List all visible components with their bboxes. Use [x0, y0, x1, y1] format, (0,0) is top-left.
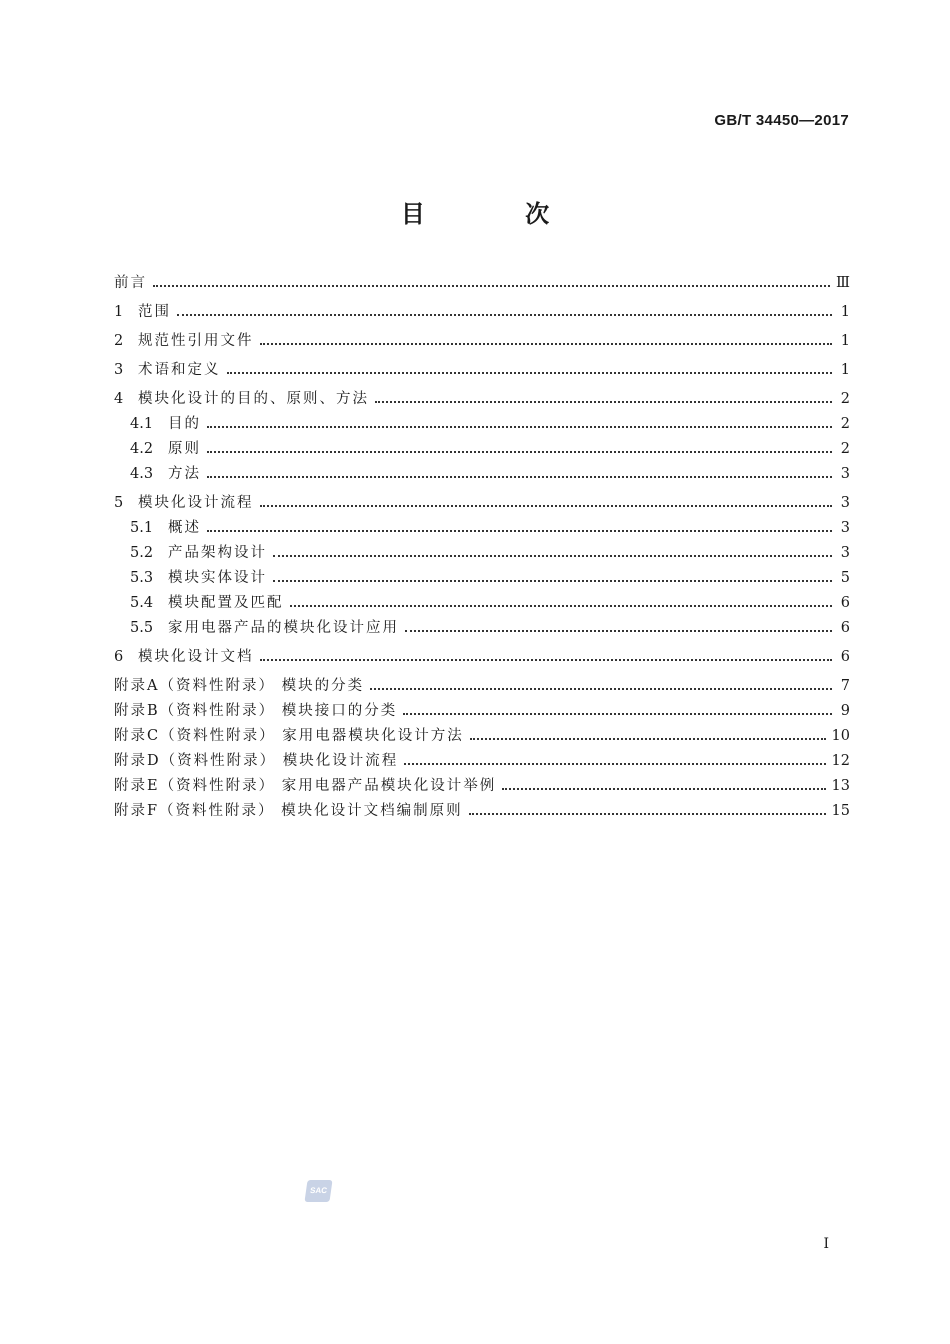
toc-entry-number: 4.1: [130, 416, 154, 432]
toc-leader-dots: [260, 343, 833, 345]
toc-leader-dots: [260, 659, 833, 661]
toc-entry-page: 3: [840, 545, 850, 561]
toc-leader-dots: [207, 530, 832, 532]
toc-leader-dots: [375, 401, 832, 403]
toc-leader-dots: [260, 505, 833, 507]
toc-entry-number: 2: [114, 333, 124, 349]
standard-code: GB/T 34450—2017: [714, 112, 849, 129]
toc-entry-page: 2: [840, 416, 850, 432]
toc-entry-page: 2: [840, 441, 850, 457]
toc-entry-page: 10: [831, 728, 850, 744]
toc-entry-page: 1: [840, 362, 850, 378]
toc-title: 目 次: [400, 200, 596, 228]
toc-entry[interactable]: [114, 541, 850, 566]
toc-entry-number: 5: [114, 495, 124, 511]
toc-leader-dots: [177, 314, 832, 316]
toc-leader-dots: [207, 451, 832, 453]
toc-entry-label: 附录D（资料性附录） 模块化设计流程: [114, 753, 399, 769]
toc-entry[interactable]: [114, 616, 850, 641]
toc-entry-page: 1: [840, 333, 850, 349]
toc-entry-label: 术语和定义: [138, 362, 221, 378]
toc-entry-page: 7: [840, 678, 850, 694]
toc-entry[interactable]: [114, 645, 850, 670]
toc-entry-number: 4: [114, 391, 124, 407]
toc-entry-label: 概述: [168, 520, 201, 536]
toc-leader-dots: [403, 713, 832, 715]
toc-leader-dots: [405, 630, 832, 632]
toc-entry-label: 家用电器产品的模块化设计应用: [168, 620, 399, 636]
toc-entry-number: 4.2: [130, 441, 154, 457]
toc-leader-dots: [273, 555, 832, 557]
toc-entry[interactable]: [114, 699, 850, 724]
toc-entry[interactable]: [114, 591, 850, 616]
toc-entry-label: 模块化设计流程: [138, 495, 254, 511]
toc-entry-page: 15: [831, 803, 850, 819]
toc-leader-dots: [470, 738, 826, 740]
toc-entry-label: 模块实体设计: [168, 570, 267, 586]
toc-leader-dots: [290, 605, 833, 607]
toc-leader-dots: [502, 788, 825, 790]
toc-entry-label: 模块配置及匹配: [168, 595, 284, 611]
toc-entry[interactable]: [114, 358, 850, 383]
toc-entry-label: 附录B（资料性附录） 模块接口的分类: [114, 703, 398, 719]
toc-entry-page: 2: [840, 391, 850, 407]
toc-entry[interactable]: [114, 271, 850, 296]
page-number: I: [823, 1236, 829, 1252]
toc-entry[interactable]: [114, 491, 850, 516]
toc-leader-dots: [153, 285, 830, 287]
toc-entry-label: 方法: [168, 466, 201, 482]
toc-entry-label: 附录A（资料性附录） 模块的分类: [114, 678, 365, 694]
toc-entry-number: 5.5: [130, 620, 154, 636]
toc-entry-label: 目的: [168, 416, 201, 432]
toc-entry-number: 3: [114, 362, 124, 378]
toc-entry-label: 模块化设计文档: [138, 649, 254, 665]
toc-entry-label: 附录C（资料性附录） 家用电器模块化设计方法: [114, 728, 464, 744]
toc-entry[interactable]: [114, 799, 850, 824]
toc-entry[interactable]: [114, 774, 850, 799]
toc-entry-label: 原则: [168, 441, 201, 457]
toc-entry[interactable]: [114, 300, 850, 325]
toc-entry-number: 5.3: [130, 570, 154, 586]
toc-entry-page: 6: [840, 649, 850, 665]
toc-entry-number: 1: [114, 304, 124, 320]
toc-entry-page: 3: [840, 495, 850, 511]
toc-entry[interactable]: [114, 387, 850, 412]
toc-entry-page: 6: [840, 595, 850, 611]
toc-entry-label: 前言: [114, 275, 147, 291]
toc-entry[interactable]: [114, 437, 850, 462]
toc-entry[interactable]: [114, 749, 850, 774]
toc-entry[interactable]: [114, 566, 850, 591]
toc-entry[interactable]: [114, 724, 850, 749]
toc-entry[interactable]: [114, 329, 850, 354]
toc-entry-page: 1: [840, 304, 850, 320]
toc-entry-page: Ⅲ: [836, 275, 850, 291]
toc-leader-dots: [404, 763, 825, 765]
toc-leader-dots: [207, 476, 832, 478]
toc-entry-page: 3: [840, 520, 850, 536]
toc-entry-label: 附录E（资料性附录） 家用电器产品模块化设计举例: [114, 778, 497, 794]
sac-watermark-logo: SAC: [304, 1180, 332, 1202]
toc-entry-number: 4.3: [130, 466, 154, 482]
toc-entry-label: 规范性引用文件: [138, 333, 254, 349]
toc-leader-dots: [370, 688, 832, 690]
toc-entry-number: 5.2: [130, 545, 154, 561]
toc-leader-dots: [273, 580, 832, 582]
toc-entry[interactable]: [114, 674, 850, 699]
toc-leader-dots: [469, 813, 826, 815]
toc-entry-page: 13: [831, 778, 850, 794]
table-of-contents: [114, 271, 850, 824]
toc-entry[interactable]: [114, 412, 850, 437]
toc-leader-dots: [227, 372, 833, 374]
toc-leader-dots: [207, 426, 832, 428]
toc-entry[interactable]: [114, 516, 850, 541]
toc-entry[interactable]: [114, 462, 850, 487]
toc-entry-label: 模块化设计的目的、原则、方法: [138, 391, 369, 407]
toc-entry-page: 3: [840, 466, 850, 482]
toc-entry-page: 6: [840, 620, 850, 636]
toc-entry-page: 9: [840, 703, 850, 719]
toc-entry-page: 5: [840, 570, 850, 586]
toc-entry-page: 12: [831, 753, 850, 769]
toc-entry-number: 5.1: [130, 520, 154, 536]
toc-entry-label: 产品架构设计: [168, 545, 267, 561]
toc-entry-number: 6: [114, 649, 124, 665]
toc-entry-number: 5.4: [130, 595, 154, 611]
toc-entry-label: 范围: [138, 304, 171, 320]
toc-entry-label: 附录F（资料性附录） 模块化设计文档编制原则: [114, 803, 463, 819]
